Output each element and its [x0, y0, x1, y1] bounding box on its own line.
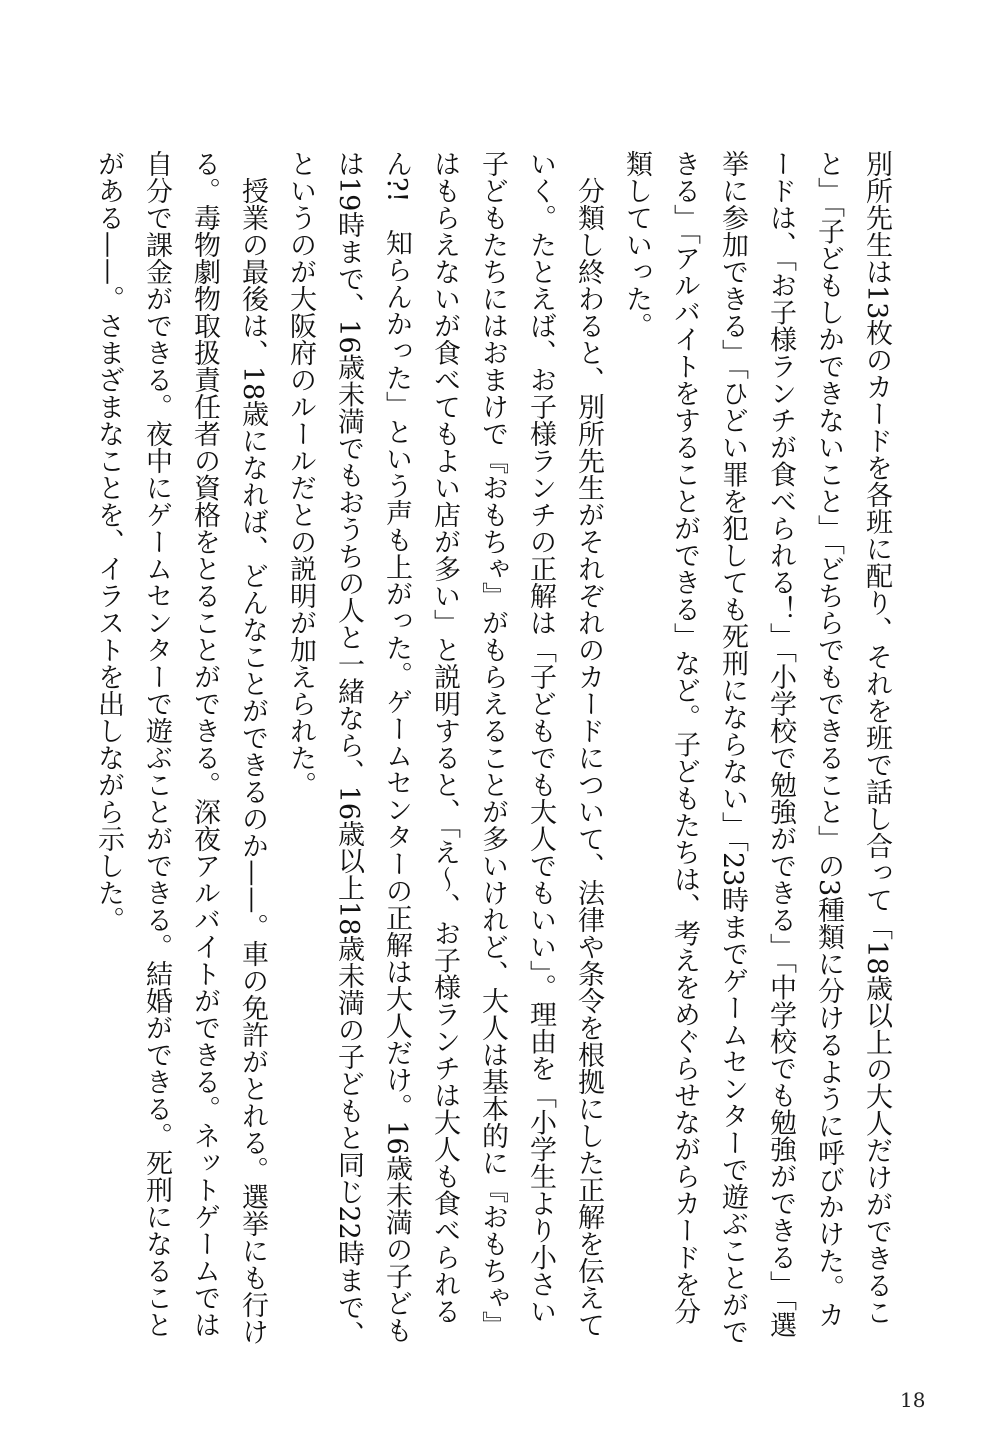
paragraph-1: 別所先生は13枚のカードを各班に配り、それを班で話し合って「18歳以上の大人だけができること」「子どもしかできないこと」「どちらでもできること」の3種類に分けるように呼びかけた。カードは、「お子様ランチが食べられる！」「小学校で勉強ができる」「中学校でも勉強ができる」「選挙に参加できる」「ひどい罪を犯しても死刑にならない」「23時までゲームセンターで遊ぶことができる」「アルバイトをすることができる」など。子どもたちは、考えをめぐらせながらカードを分類していった。 [621, 150, 892, 1346]
paragraph-3: 授業の最後は、18歳になれば、どんなことができるのか——。車の免許がとれる。選挙にも行ける。毒物劇物取扱責任者の資格をとることができる。深夜アルバイトができる。ネットゲームでは自分で課金ができる。夜中にゲームセンターで遊ぶことができる。結婚ができる。死刑になることがある——。さまざまなことを、イラストを出しながら示した。 [93, 150, 268, 1346]
page-number: 18 [900, 1388, 926, 1412]
body-text [93, 150, 900, 1350]
paragraph-2: 分類し終わると、別所先生がそれぞれのカードについて、法律や条令を根拠にした正解を伝えていく。たとえば、お子様ランチの正解は「子どもでも大人でもいい」。理由を「小学生より小さい子どもたちにはおまけで『おもちゃ』がもらえることが多いけれど、大人は基本的に『おもちゃ』はもらえないが食べてもよい店が多い」と説明すると、「え〜、お子様ランチは大人も食べられるん?! 知らんかった」という声も上がった。ゲームセンターの正解は大人だけ。16歳未満の子どもは19時まで、16歳未満でもおうちの人と一緒なら、16歳以上18歳未満の子どもと同じ22時まで、というのが大阪府のルールだとの説明が加えられた。 [285, 150, 604, 1348]
